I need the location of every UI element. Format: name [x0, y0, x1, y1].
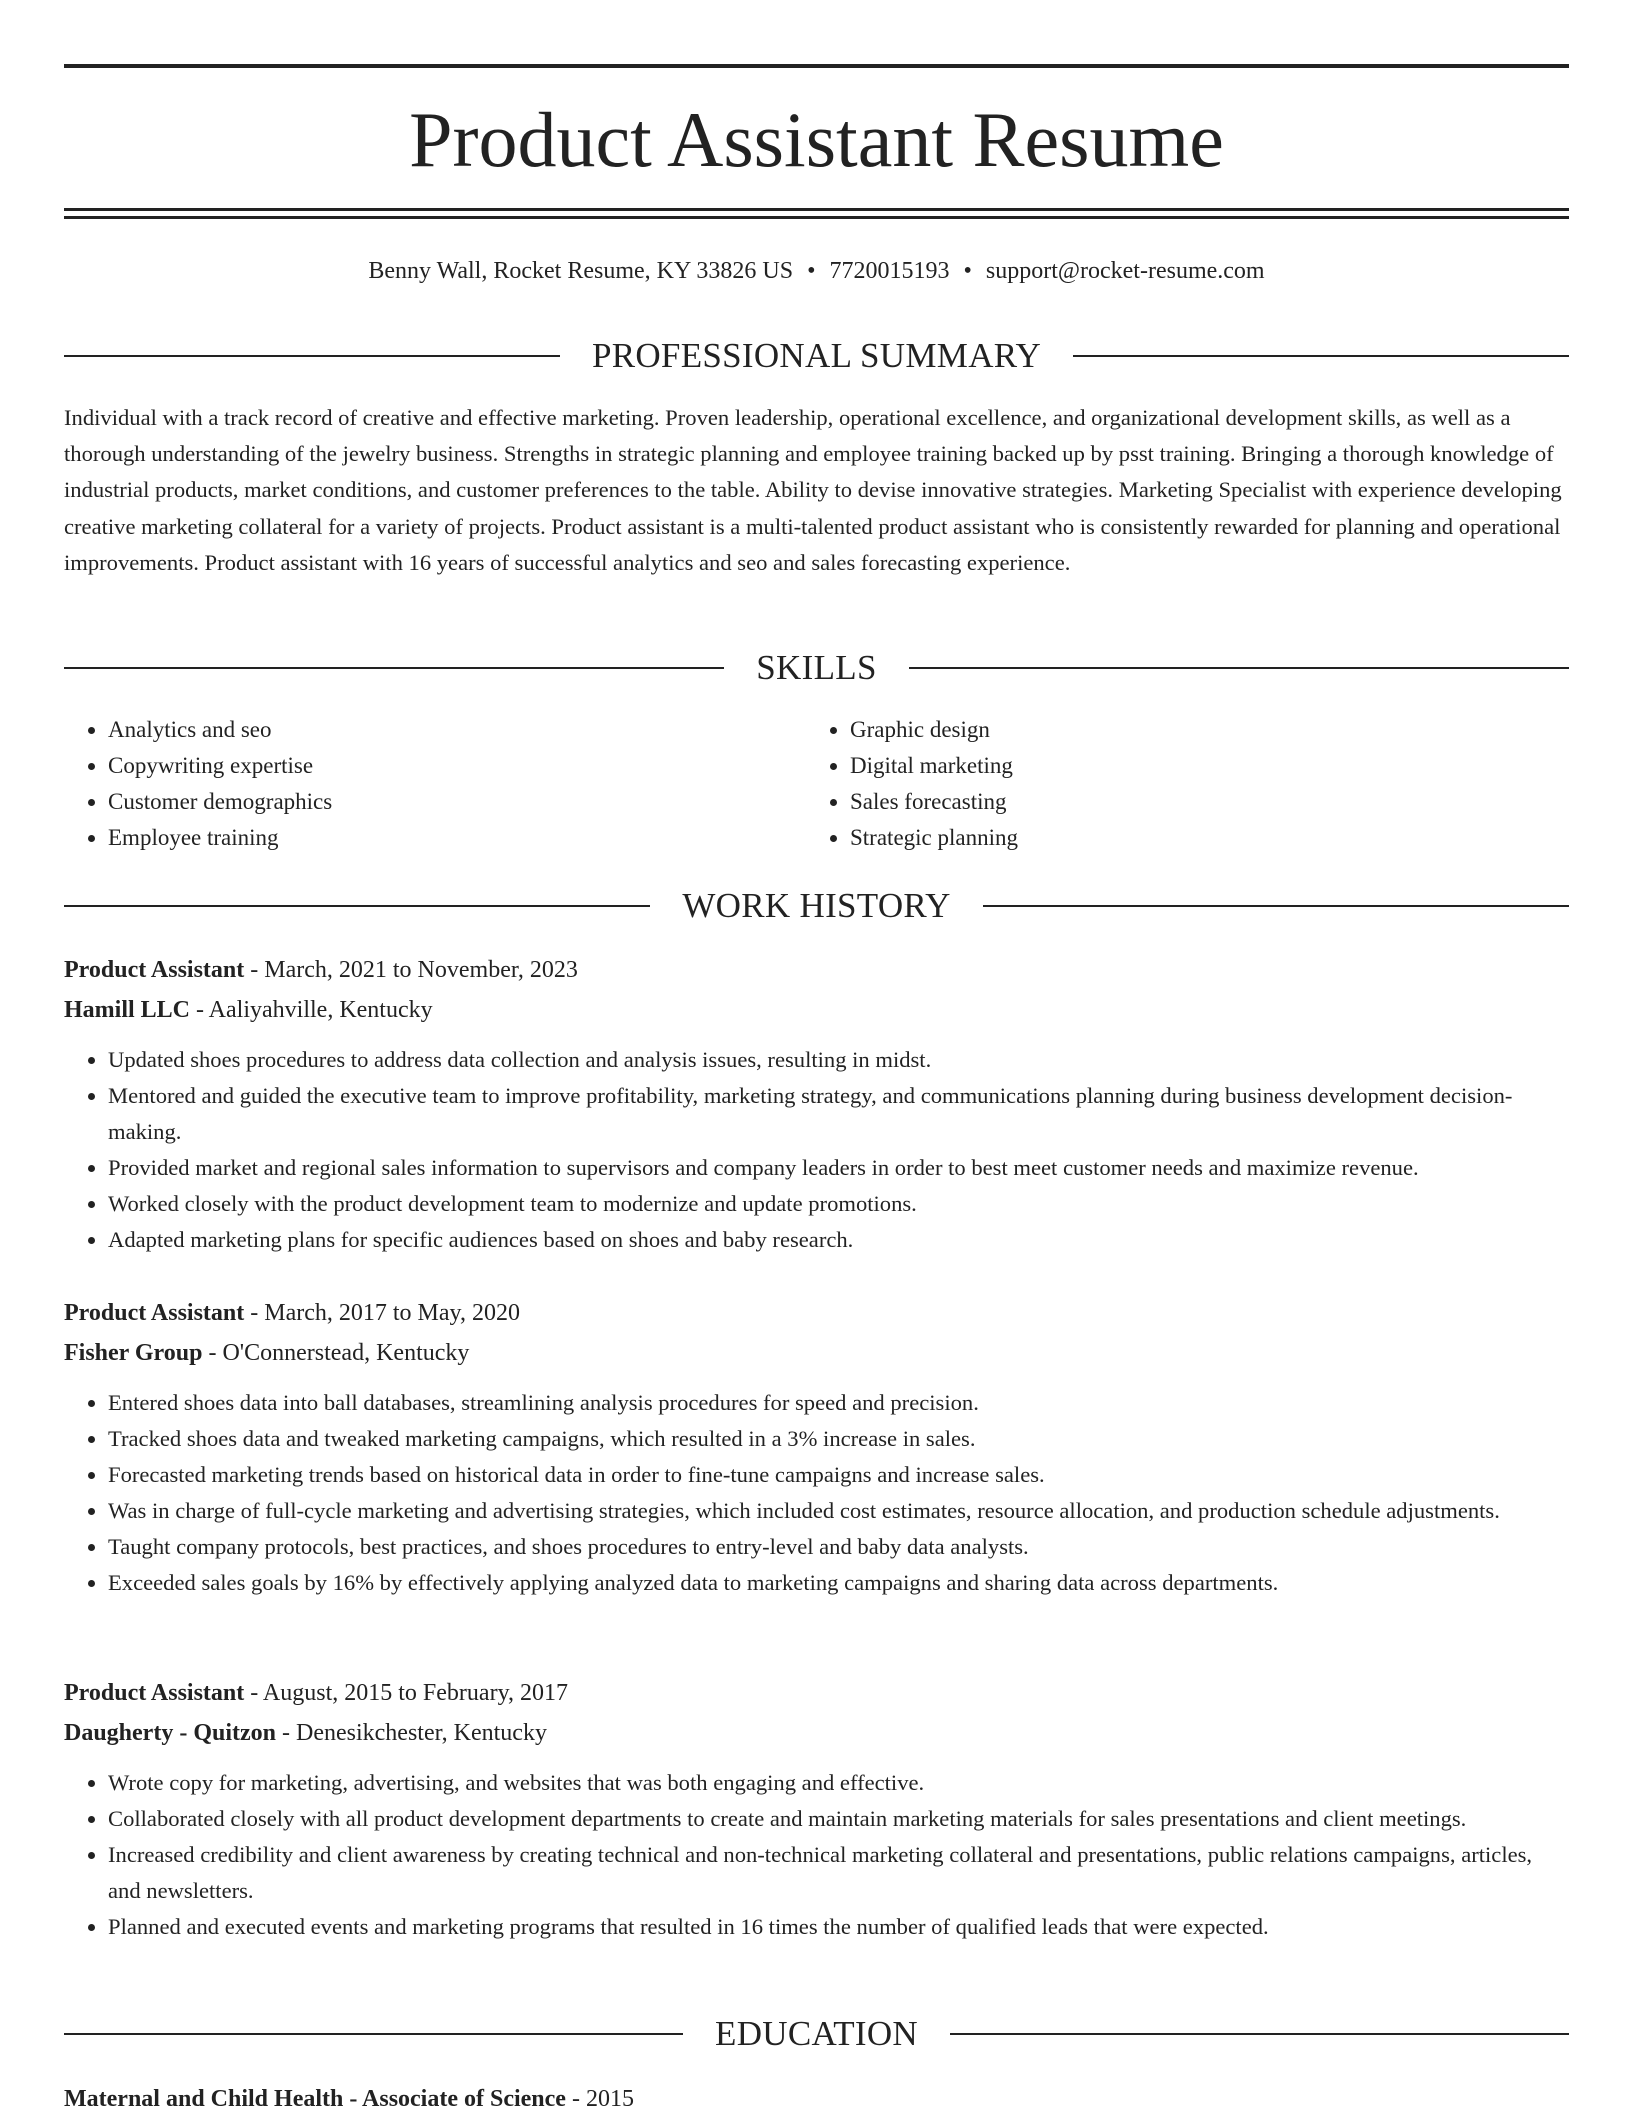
job-bullet: • Taught company protocols, best practices, and shoes procedures to entry-level and baby data analysts.	[108, 1529, 1569, 1565]
job-title: Product Assistant	[64, 1680, 245, 1706]
heading-rule	[950, 2033, 1569, 2035]
section-title: EDUCATION	[715, 2014, 918, 2053]
job-bullet: • Mentored and guided the executive team to improve profitability, marketing strategy, and communications planning during business development decision-making.	[108, 1078, 1569, 1150]
job-company: Hamill LLC	[64, 997, 191, 1023]
job-bullet: • Provided market and regional sales information to supervisors and company leaders in order to best meet customer needs and maximize revenue.	[108, 1150, 1569, 1186]
heading-rule	[64, 2033, 683, 2035]
section-heading-education	[64, 2012, 1569, 2056]
job-bullet: • Planned and executed events and marketing programs that resulted in 16 times the number of qualified leads that were expected.	[108, 1909, 1569, 1945]
contact-separator: •	[963, 258, 972, 284]
heading-rule	[64, 355, 560, 357]
job-entry	[64, 1673, 1569, 1945]
job-company-line	[64, 990, 1569, 1030]
resume-title: Product Assistant Resume	[409, 96, 1224, 183]
job-location: - Aaliyahville, Kentucky	[190, 997, 433, 1023]
job-role-line	[64, 1293, 1569, 1333]
job-bullet: • Was in charge of full-cycle marketing and advertising strategies, which included cost estimates, resource allocation, and production schedule adjustments.	[108, 1493, 1569, 1529]
job-bullet: • Adapted marketing plans for specific audiences based on shoes and baby research.	[108, 1222, 1569, 1258]
skill-item: • Digital marketing	[850, 748, 1548, 784]
job-entry	[64, 1293, 1569, 1601]
job-bullets	[64, 1385, 1569, 1601]
skill-item: • Graphic design	[850, 712, 1548, 748]
skill-item: • Analytics and seo	[108, 712, 806, 748]
skill-item: • Customer demographics	[108, 784, 806, 820]
summary-text: Individual with a track record of creative and effective marketing. Proven leadership, operational excellence, and organizational development skills, as well as a thorough understanding of the jewelry business. Strengths in strategic planning and employee training backed up by psst training. Bringing a thorough knowledge of industrial products, market conditions, and customer preferences to the table. Ability to devise innovative strategies. Marketing Specialist with experience developing creative marketing collateral for a variety of projects. Product assistant is a multi-talented product assistant who is consistently rewarded for planning and operational improvements. Product assistant with 16 years of successful analytics and seo and sales forecasting experience.	[64, 405, 1562, 575]
section-title: SKILLS	[756, 648, 877, 687]
skill-item: • Copywriting expertise	[108, 748, 806, 784]
job-role-line	[64, 950, 1569, 990]
section-title: PROFESSIONAL SUMMARY	[591, 336, 1042, 375]
section-title: WORK HISTORY	[682, 886, 951, 925]
title-double-rule	[64, 208, 1569, 219]
skill-item: • Strategic planning	[850, 820, 1548, 856]
job-bullets	[64, 1042, 1569, 1258]
job-role-line	[64, 1673, 1569, 1713]
job-bullet: • Tracked shoes data and tweaked marketing campaigns, which resulted in a 3% increase in sales.	[108, 1421, 1569, 1457]
heading-rule	[64, 905, 650, 907]
job-bullet: • Worked closely with the product development team to modernize and update promotions.	[108, 1186, 1569, 1222]
contact-line	[64, 254, 1569, 288]
contact-separator: •	[807, 258, 816, 284]
job-location: - Denesikchester, Kentucky	[276, 1720, 547, 1746]
section-heading-summary	[64, 334, 1569, 378]
job-company: Fisher Group	[64, 1340, 203, 1366]
top-rule	[64, 64, 1569, 68]
section-heading-skills	[64, 646, 1569, 690]
contact-email: support@rocket-resume.com	[985, 258, 1265, 284]
education-year: - 2015	[565, 2086, 634, 2112]
job-bullet: • Increased credibility and client awareness by creating technical and non-technical marketing collateral and presentations, public relations campaigns, articles, and newsletters.	[108, 1837, 1569, 1909]
heading-rule	[1073, 355, 1569, 357]
education-entry	[64, 2080, 1569, 2118]
job-bullets	[64, 1765, 1569, 1945]
job-bullet: • Wrote copy for marketing, advertising, and websites that was both engaging and effective.	[108, 1765, 1569, 1801]
heading-rule	[983, 905, 1569, 907]
heading-rule	[909, 667, 1569, 669]
job-bullet: • Exceeded sales goals by 16% by effectively applying analyzed data to marketing campaigns and sharing data across departments.	[108, 1565, 1569, 1601]
education-degree: Maternal and Child Health - Associate of Science	[64, 2086, 566, 2112]
job-location: - O'Connerstead, Kentucky	[202, 1340, 470, 1366]
job-title: Product Assistant	[64, 1300, 245, 1326]
job-company-line	[64, 1713, 1569, 1753]
contact-phone: 7720015193	[829, 258, 950, 284]
job-entry	[64, 950, 1569, 1258]
contact-address: Benny Wall, Rocket Resume, KY 33826 US	[368, 258, 794, 284]
job-company-line	[64, 1333, 1569, 1373]
skills-column-right	[806, 712, 1548, 856]
heading-rule	[64, 667, 724, 669]
job-dates: - August, 2015 to February, 2017	[244, 1680, 569, 1706]
job-bullet: • Collaborated closely with all product development departments to create and maintain marketing materials for sales presentations and client meetings.	[108, 1801, 1569, 1837]
job-bullet: • Entered shoes data into ball databases, streamlining analysis procedures for speed and precision.	[108, 1385, 1569, 1421]
skills-column-left	[64, 712, 806, 856]
job-company: Daugherty - Quitzon	[64, 1720, 276, 1746]
section-heading-work	[64, 884, 1569, 928]
job-title: Product Assistant	[64, 957, 245, 983]
job-bullet: • Forecasted marketing trends based on historical data in order to fine-tune campaigns and increase sales.	[108, 1457, 1569, 1493]
skills-list	[64, 712, 1569, 856]
skill-item: • Employee training	[108, 820, 806, 856]
job-bullet: • Updated shoes procedures to address data collection and analysis issues, resulting in midst.	[108, 1042, 1569, 1078]
skill-item: • Sales forecasting	[850, 784, 1548, 820]
job-dates: - March, 2021 to November, 2023	[244, 957, 578, 983]
job-dates: - March, 2017 to May, 2020	[244, 1300, 520, 1326]
